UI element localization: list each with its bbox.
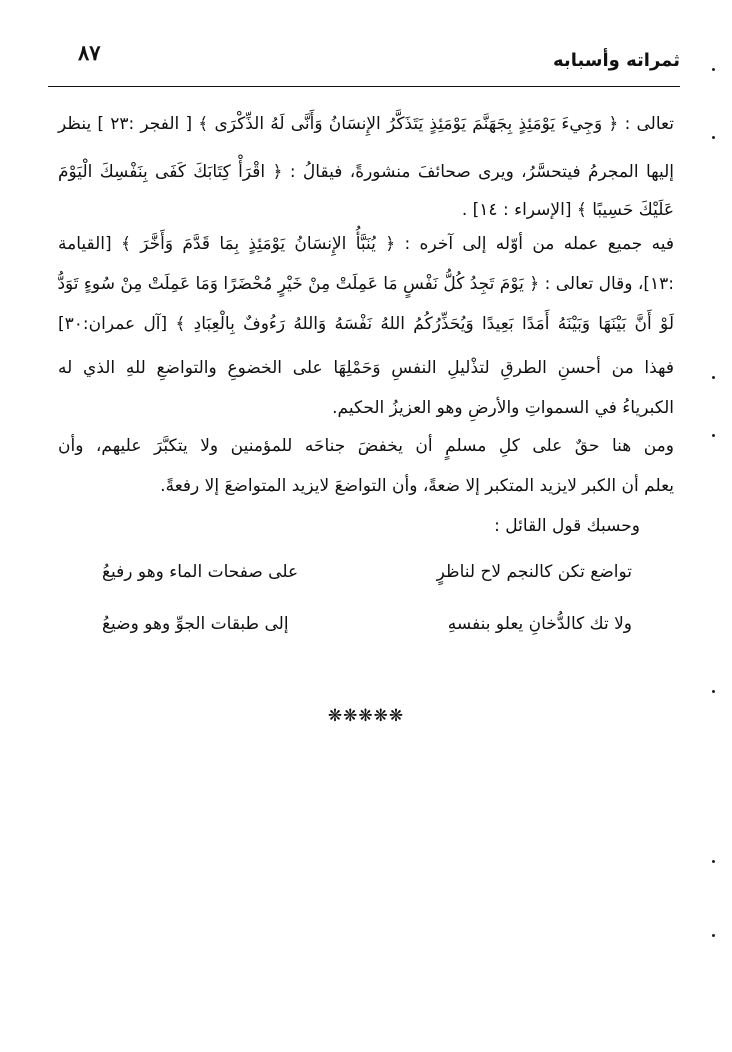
text-line: فيه جميع عمله من أوّله إلى آخره : ﴿ يُنَبَّأُ الإِنسَانُ يَوْمَئِذٍ بِمَا قَدَّمَ وَأَخَّرَ ﴾ [القيامة bbox=[58, 234, 674, 254]
poem-first-hemistich: تواضع تكن كالنجم لاح لناظرٍ bbox=[436, 562, 632, 582]
text-line: وحسبك قول القائل : bbox=[494, 516, 640, 536]
page-header bbox=[48, 30, 680, 87]
text-line: فهذا من أحسنِ الطرقِ لتذْليلِ النفسِ وَحَمْلِهَا على الخضوعِ والتواضعِ للهِ الذي له bbox=[58, 358, 674, 378]
running-head: ثمراته وأسبابه bbox=[553, 50, 680, 71]
margin-dot bbox=[712, 136, 715, 139]
section-separator: ❋❋❋❋❋ bbox=[327, 706, 405, 726]
margin-dot bbox=[712, 860, 715, 863]
poem-second-hemistich: إلى طبقات الجوِّ وهو وضيعُ bbox=[102, 614, 289, 634]
page-number: ٨٧ bbox=[78, 40, 101, 65]
text-line: :١٣]، وقال تعالى : ﴿ يَوْمَ تَجِدُ كُلُّ نَفْسٍ مَا عَمِلَتْ مِنْ خَيْرٍ مُحْضَرًا وَمَا عَمِلَتْ مِنْ سُوءٍ تَوَدُّ bbox=[57, 274, 674, 294]
margin-dot bbox=[712, 376, 715, 379]
margin-dot bbox=[712, 68, 715, 71]
margin-dot bbox=[712, 690, 715, 693]
text-line: يعلم أن الكبر لايزيد المتكبر إلا ضعةً، وأن التواضعَ لايزيد المتواضعَ إلا رفعةً. bbox=[160, 476, 674, 496]
text-line: ومن هنا حقٌ على كلِ مسلمٍ أن يخفضَ جناحَه للمؤمنين ولا يتكبَّرَ عليهم، وأن bbox=[58, 436, 674, 456]
poem-first-hemistich: ولا تك كالدُّخانِ يعلو بنفسهِ bbox=[447, 614, 632, 634]
text-line: عَلَيْكَ حَسِيبًا ﴾ [الإسراء : ١٤] . bbox=[461, 200, 674, 220]
text-line: إليها المجرمُ فيتحسَّرُ، ويرى صحائفَ منشورةً، فيقالُ : ﴿ اقْرَأْ كِتَابَكَ كَفَى بِنَفْسِكَ الْيَوْمَ bbox=[58, 162, 674, 182]
margin-dot bbox=[712, 934, 715, 937]
margin-dot bbox=[712, 434, 715, 437]
poem-verse bbox=[102, 608, 632, 640]
text-line: الكبرياءُ في السمواتِ والأرضِ وهو العزيزُ الحكيم. bbox=[332, 398, 674, 418]
poem-verse bbox=[102, 556, 632, 588]
text-line: لَوْ أَنَّ بَيْنَهَا وَبَيْنَهُ أَمَدًا بَعِيدًا وَيُحَذِّرُكُمُ اللهُ نَفْسَهُ وَاللهُ رَءُوفٌ بِالْعِبَادِ ﴾ [آل عمران:٣٠] bbox=[58, 314, 674, 334]
text-line: تعالى : ﴿ وَجِيءَ يَوْمَئِذٍ بِجَهَنَّمَ يَوْمَئِذٍ يَتَذَكَّرُ الإِنسَانُ وَأَنَّى لَهُ الذِّكْرَى ﴾ [ الفجر :٢٣ ] ينظر bbox=[58, 114, 674, 134]
poem-second-hemistich: على صفحات الماء وهو رفيعُ bbox=[102, 562, 299, 582]
